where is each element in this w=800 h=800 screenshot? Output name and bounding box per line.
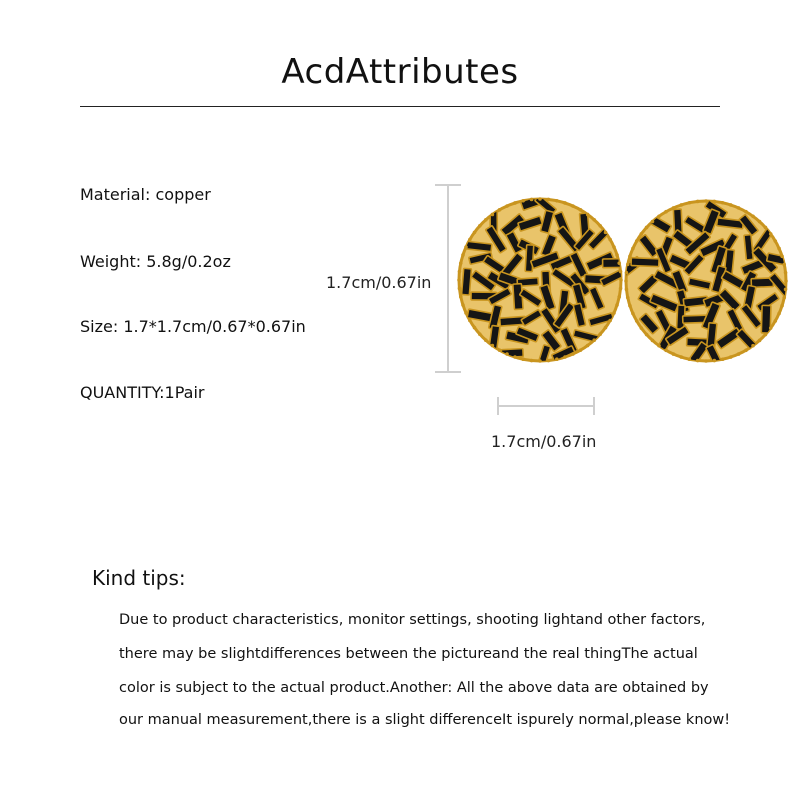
spec-material: Material: copper bbox=[80, 185, 211, 204]
tips-line: Due to product characteristics, monitor settings, shooting lightand other factors, bbox=[119, 612, 706, 628]
height-measure-line bbox=[447, 185, 449, 372]
width-dimension-label: 1.7cm/0.67in bbox=[491, 432, 597, 451]
tips-line: color is subject to the actual product.Another: All the above data are obtained by bbox=[119, 680, 709, 696]
width-measure-line bbox=[498, 405, 595, 407]
spec-quantity: QUANTITY:1Pair bbox=[80, 383, 205, 402]
width-measure-cap-left bbox=[497, 397, 499, 415]
spec-weight: Weight: 5.8g/0.2oz bbox=[80, 252, 231, 271]
spec-size: Size: 1.7*1.7cm/0.67*0.67in bbox=[80, 317, 306, 336]
tips-line: our manual measurement,there is a slight differenceIt ispurely normal,please know! bbox=[119, 712, 731, 728]
earring-right bbox=[622, 196, 790, 366]
tips-line: there may be slightdifferences between the pictureand the real thingThe actual bbox=[119, 646, 698, 662]
title-divider bbox=[80, 106, 720, 107]
page-title: AcdAttributes bbox=[281, 52, 519, 92]
height-dimension-label: 1.7cm/0.67in bbox=[326, 273, 432, 292]
earring-left bbox=[455, 195, 625, 365]
tips-title: Kind tips: bbox=[92, 566, 186, 590]
height-measure-cap-bottom bbox=[435, 371, 461, 373]
height-measure-cap-top bbox=[435, 184, 461, 186]
width-measure-cap-right bbox=[593, 397, 595, 415]
